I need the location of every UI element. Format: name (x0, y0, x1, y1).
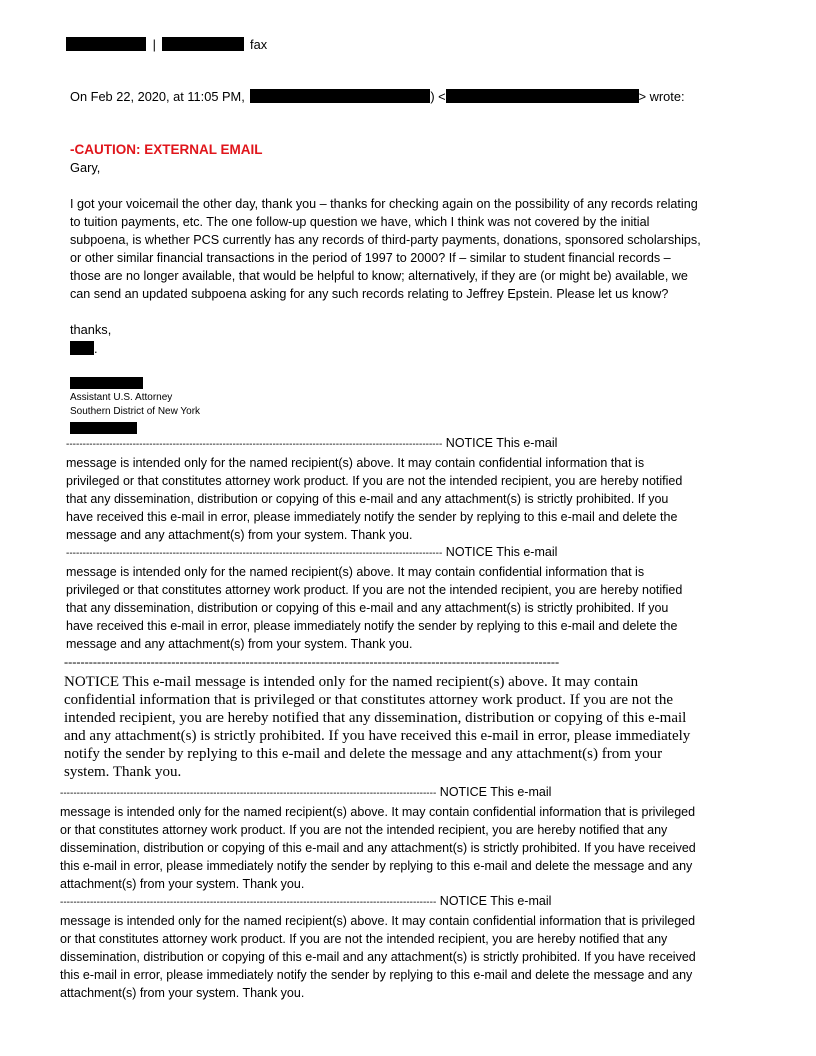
notice-line: privileged or that constitutes attorney work product. If you are not the intended recipient, you are hereby notified (66, 583, 683, 597)
notice-line: message is intended only for the named recipient(s) above. It may contain confidential information that is privileged (60, 805, 696, 819)
fax-label: fax (250, 37, 268, 52)
notice-line: system. Thank you. (64, 764, 182, 780)
notice-dash-row: ------------------------------------------------------------------------------------------------------------------------ (64, 655, 560, 669)
notice-line: notify the sender by replying to this e-mail and delete the message and any attachment(s) from your (64, 746, 663, 762)
notice-dash-row (66, 543, 756, 563)
notice-dashes: ----------------------------------------------------------------------------------------------------------------- (60, 897, 437, 908)
redaction-block (250, 89, 430, 103)
notice-line: that any dissemination, distribution or copying of this e-mail and any attachment(s) is strictly prohibited. If you (66, 492, 669, 506)
notice-line: or that constitutes attorney work product. If you are not the intended recipient, you are hereby notified that any (60, 932, 668, 946)
notice-line: have received this e-mail in error, please immediately notify the sender by replying to this e-mail and delete the (66, 619, 678, 633)
notice-line: dissemination, distribution or copying of this e-mail and any attachment(s) is strictly prohibited. If you have received (60, 841, 696, 855)
notice-line: message is intended only for the named recipient(s) above. It may contain confidential information that is (66, 565, 645, 579)
notice-block-2 (66, 543, 756, 653)
caution-banner: -CAUTION: EXTERNAL EMAIL (70, 142, 263, 157)
notice-line: intended recipient, you are hereby notified that any dissemination, distribution or copying of this e-mail (64, 710, 687, 726)
redaction-block (446, 89, 639, 103)
notice-lead: NOTICE This e-mail (445, 545, 558, 559)
notice-dash-row (60, 783, 760, 803)
greeting: Gary, (70, 160, 101, 175)
notice-line: this e-mail in error, please immediately notify the sender by replying to this e-mail and delete the message and any (60, 968, 693, 982)
redaction-block (66, 37, 146, 51)
notice-lead: NOTICE This e-mail (439, 894, 552, 908)
notice-line: have received this e-mail in error, please immediately notify the sender by replying to this e-mail and delete the (66, 510, 678, 524)
body-line: can send an updated subpoena asking for any such records relating to Jeffrey Epstein. Please let us know? (70, 287, 669, 301)
notice-block-5 (60, 892, 760, 1002)
notice-dashes: ----------------------------------------------------------------------------------------------------------------- (60, 788, 437, 799)
signoff: thanks, (70, 322, 112, 337)
signature-phone-redaction (70, 422, 137, 434)
notice-block-4 (60, 783, 760, 893)
redaction-block (162, 37, 244, 51)
notice-line: or that constitutes attorney work product. If you are not the intended recipient, you are hereby notified that any (60, 823, 668, 837)
initials-period: . (94, 341, 98, 356)
notice-dash-row (66, 434, 756, 454)
redaction-block (70, 341, 94, 355)
reply-line (70, 88, 685, 106)
reply-prefix: On Feb 22, 2020, at 11:05 PM, (70, 89, 245, 104)
notice-line: privileged or that constitutes attorney work product. If you are not the intended recipient, you are hereby notified (66, 474, 683, 488)
sender-initials (70, 340, 98, 358)
notice-block-serif (64, 653, 764, 781)
signature-name-redaction (70, 377, 143, 389)
notice-line: and any attachment(s) is strictly prohibited. If you have received this e-mail in error, please immediately (64, 728, 691, 744)
reply-paren: ) < (430, 89, 446, 104)
header-separator: | (152, 37, 156, 52)
notice-lead: NOTICE This e-mail (439, 785, 552, 799)
notice-line: that any dissemination, distribution or copying of this e-mail and any attachment(s) is strictly prohibited. If you (66, 601, 669, 615)
notice-dash-row (60, 892, 760, 912)
body-line: to tuition payments, etc. The one follow-up question we have, which I think was not covered by the initial (70, 215, 650, 229)
notice-dashes: ----------------------------------------------------------------------------------------------------------------- (66, 439, 443, 450)
notice-line: NOTICE This e-mail message is intended only for the named recipient(s) above. It may contain (64, 674, 639, 690)
notice-line: attachment(s) from your system. Thank you. (60, 986, 305, 1000)
notice-line: message and any attachment(s) from your system. Thank you. (66, 637, 413, 651)
notice-block-1 (66, 434, 756, 544)
notice-dashes: ----------------------------------------------------------------------------------------------------------------- (66, 548, 443, 559)
email-body (70, 195, 701, 303)
notice-line: message and any attachment(s) from your system. Thank you. (66, 528, 413, 542)
signature-title: Assistant U.S. Attorney (70, 392, 173, 403)
body-line: or other similar financial transactions in the period of 1997 to 2000? If – similar to student financial records – (70, 251, 671, 265)
notice-lead: NOTICE This e-mail (445, 436, 558, 450)
notice-line: attachment(s) from your system. Thank you. (60, 877, 305, 891)
body-line: subpoena, is whether PCS currently has any records of third-party payments, donations, sponsored scholarships, (70, 233, 701, 247)
notice-line: message is intended only for the named recipient(s) above. It may contain confidential information that is privileged (60, 914, 696, 928)
notice-line: confidential information that is privileged or that constitutes attorney work product. If you are not the (64, 692, 674, 708)
reply-suffix: > wrote: (638, 89, 685, 104)
notice-line: dissemination, distribution or copying of this e-mail and any attachment(s) is strictly prohibited. If you have received (60, 950, 696, 964)
body-line: I got your voicemail the other day, thank you – thanks for checking again on the possibility of any records relating (70, 197, 698, 211)
body-line: those are no longer available, that would be helpful to know; alternatively, if they are (or might be) available, we (70, 269, 688, 283)
signature-office: Southern District of New York (70, 406, 201, 417)
notice-line: this e-mail in error, please immediately notify the sender by replying to this e-mail and delete the message and any (60, 859, 693, 873)
header-line (66, 36, 267, 54)
notice-line: message is intended only for the named recipient(s) above. It may contain confidential information that is (66, 456, 645, 470)
